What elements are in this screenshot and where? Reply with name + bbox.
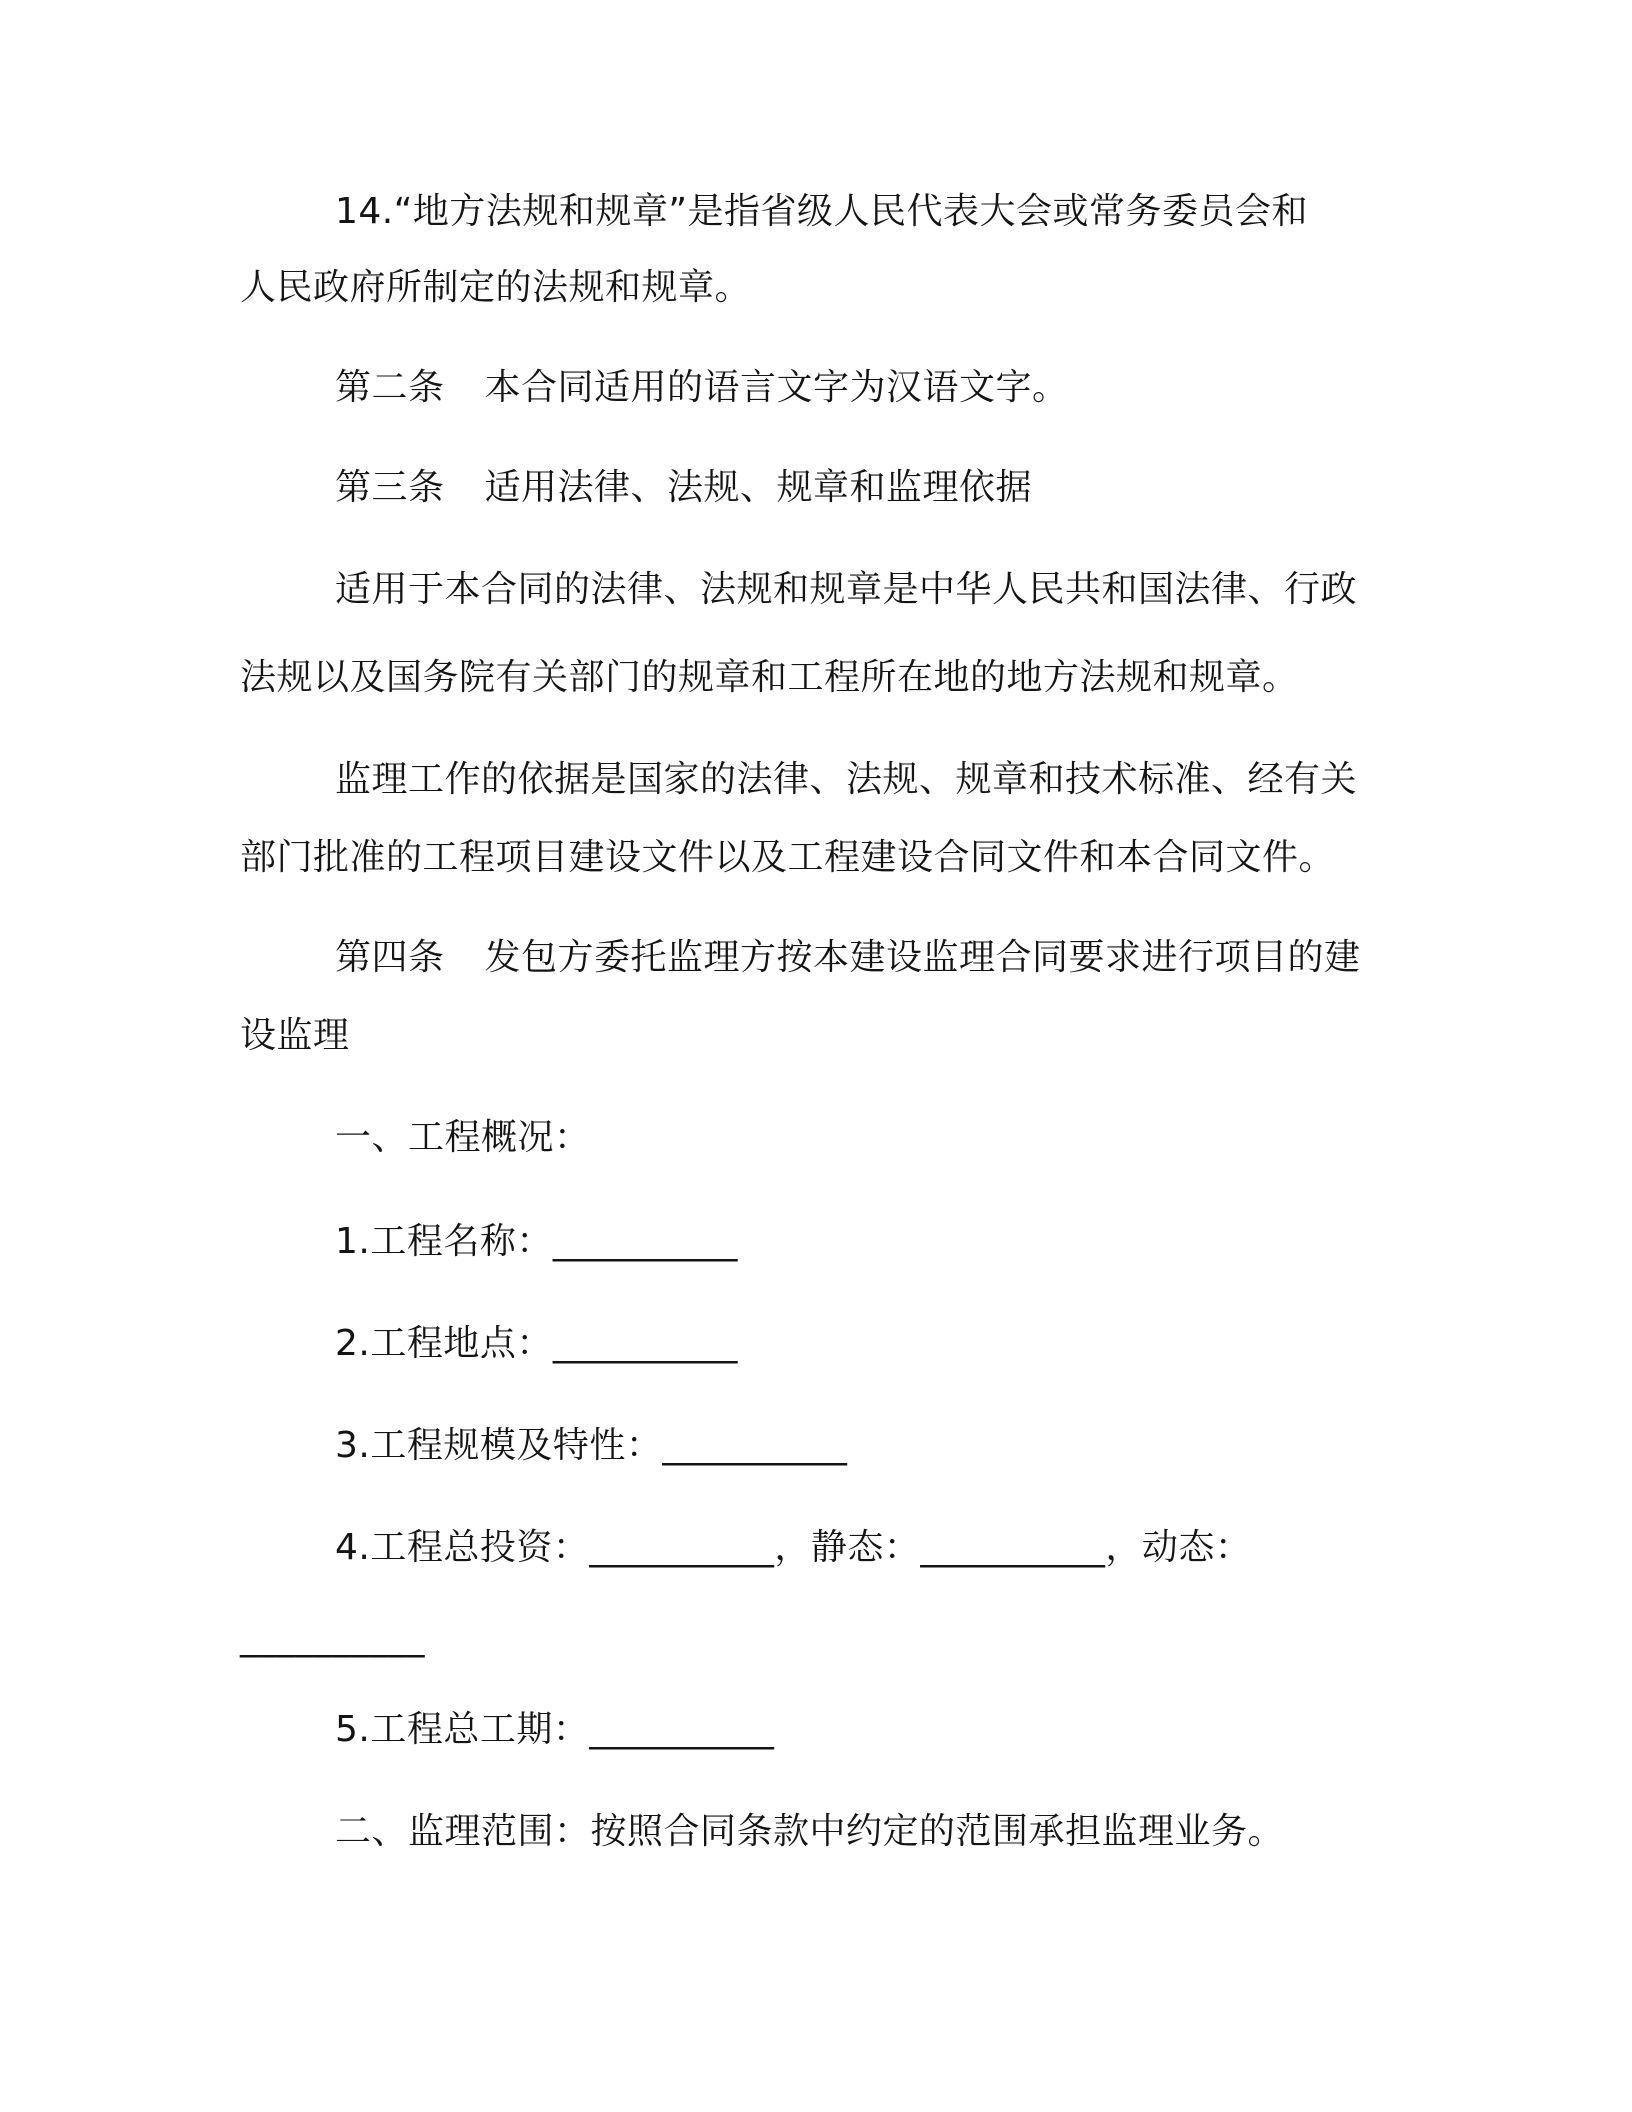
- article-4-line-2: 设监理: [240, 1015, 350, 1056]
- article-2: [335, 364, 1069, 412]
- paragraph-14-line-2: 人民政府所制定的法规和规章。: [240, 267, 752, 308]
- article-4-heading: 第四条: [335, 937, 445, 978]
- item-total-investment-line-1: 4.工程总投资：__________，静态：__________，动态：: [335, 1527, 1252, 1568]
- article-4-line-1: [335, 934, 1361, 982]
- item-total-investment-line-2: __________: [240, 1617, 425, 1658]
- section-supervision-scope: 二、监理范围：按照合同条款中约定的范围承担监理业务。: [335, 1811, 1285, 1852]
- basis-paragraph-line-2: 部门批准的工程项目建设文件以及工程建设合同文件和本合同文件。: [240, 837, 1336, 878]
- article-3: [335, 464, 1032, 512]
- laws-paragraph-line-1: 适用于本合同的法律、法规和规章是中华人民共和国法律、行政: [335, 569, 1358, 610]
- article-3-text: 适用法律、法规、规章和监理依据: [484, 467, 1033, 508]
- item-total-duration: 5.工程总工期：__________: [335, 1709, 775, 1750]
- item-project-name: 1.工程名称：__________: [335, 1221, 738, 1262]
- article-3-heading: 第三条: [335, 467, 445, 508]
- basis-paragraph-line-1: 监理工作的依据是国家的法律、法规、规章和技术标准、经有关: [335, 759, 1358, 800]
- item-project-location: 2.工程地点：__________: [335, 1323, 738, 1364]
- paragraph-14-line-1: 14.“地方法规和规章”是指省级人民代表大会或常务委员会和: [335, 191, 1309, 232]
- laws-paragraph-line-2: 法规以及国务院有关部门的规章和工程所在地的地方法规和规章。: [240, 657, 1299, 698]
- article-4-text: 发包方委托监理方按本建设监理合同要求进行项目的建: [484, 937, 1361, 978]
- section-project-overview: 一、工程概况：: [335, 1117, 591, 1158]
- article-2-text: 本合同适用的语言文字为汉语文字。: [484, 367, 1069, 408]
- article-2-heading: 第二条: [335, 367, 445, 408]
- item-project-scale: 3.工程规模及特性：__________: [335, 1425, 848, 1466]
